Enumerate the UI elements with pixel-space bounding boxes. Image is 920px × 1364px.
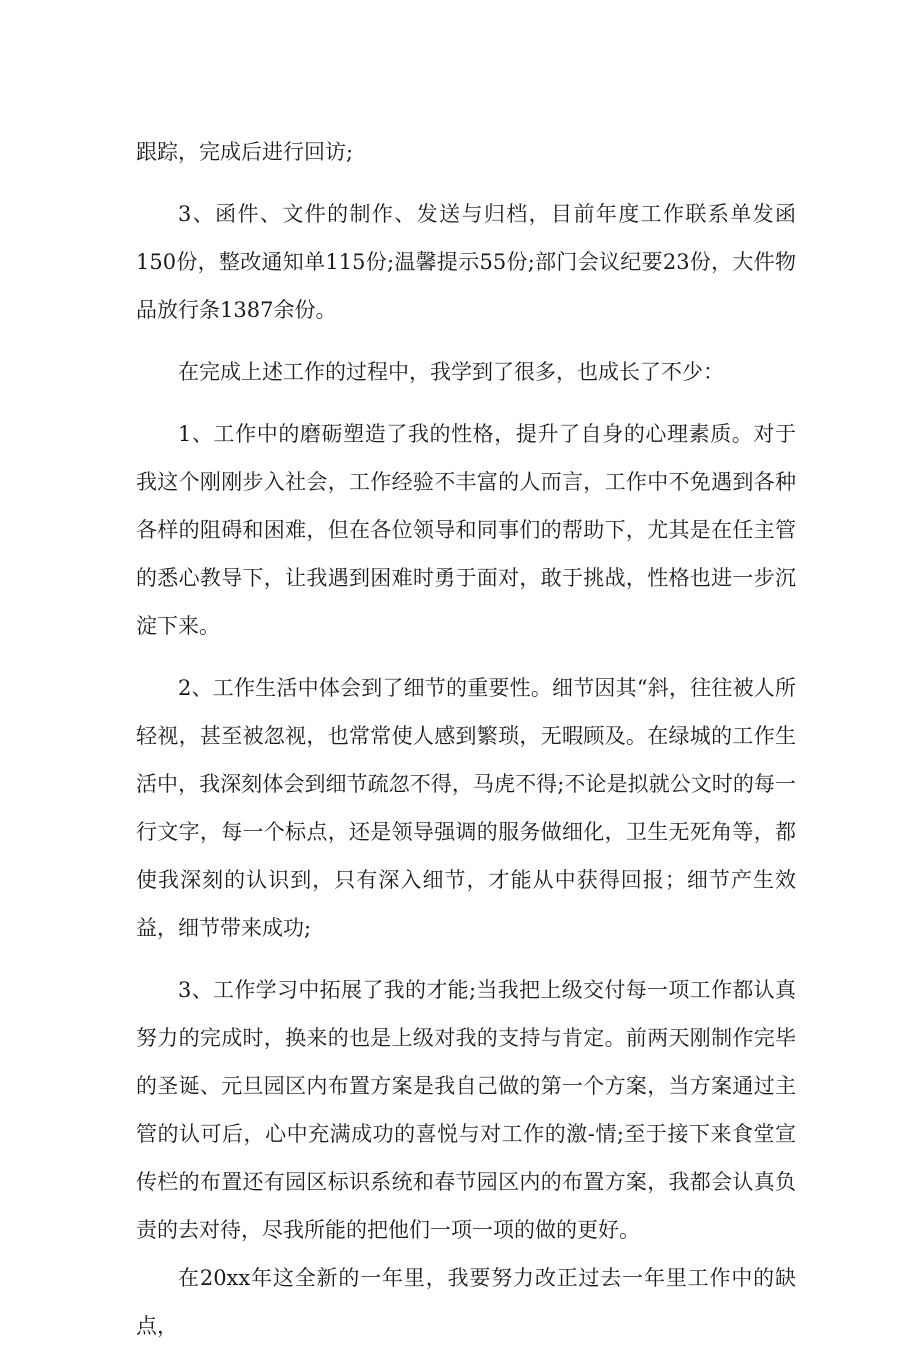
paragraph-learnings-intro: 在完成上述工作的过程中，我学到了很多，也成长了不少：: [178, 360, 724, 384]
paragraph-continuation: 跟踪，完成后进行回访;: [136, 140, 354, 164]
paragraph-learning-3: 3、工作学习中拓展了我的才能;当我把上级交付每一项工作都认真努力的完成时，换来的也是上级对我的支持与肯定。前两天刚制作完毕的圣诞、元旦园区内布置方案是我自己做的第一个方案，当方案通过主管的认可后，心中充满成功的喜悦与对工作的激-情;至于接下来食堂宣传栏的布置还有园区标识系统和春节园区内的布置方案，我都会认真负责的去对待，尽我所能的把他们一项一项的做的更好。: [136, 978, 796, 1242]
paragraph-item-3-documents: 3、函件、文件的制作、发送与归档，目前年度工作联系单发函150份，整改通知单115份;温馨提示55份;部门会议纪要23份，大件物品放行条1387余份。: [136, 202, 796, 322]
paragraph-new-year: 在20xx年这全新的一年里，我要努力改正过去一年里工作中的缺点，: [136, 1266, 796, 1338]
document-body: [136, 128, 796, 1364]
paragraph-learning-1: 1、工作中的磨砺塑造了我的性格，提升了自身的心理素质。对于我这个刚刚步入社会，工作经验不丰富的人而言，工作中不免遇到各种各样的阻碍和困难，但在各位领导和同事们的帮助下，尤其是在任主管的悉心教导下，让我遇到困难时勇于面对，敢于挑战，性格也进一步沉淀下来。: [136, 422, 796, 638]
paragraph-learning-2: 2、工作生活中体会到了细节的重要性。细节因其“斜，往往被人所轻视，甚至被忽视，也常常使人感到繁琐，无暇顾及。在绿城的工作生活中，我深刻体会到细节疏忽不得，马虎不得;不论是拟就公文时的每一行文字，每一个标点，还是领导强调的服务做细化，卫生无死角等，都使我深刻的认识到，只有深入细节，才能从中获得回报；细节产生效益，细节带来成功;: [136, 676, 796, 940]
